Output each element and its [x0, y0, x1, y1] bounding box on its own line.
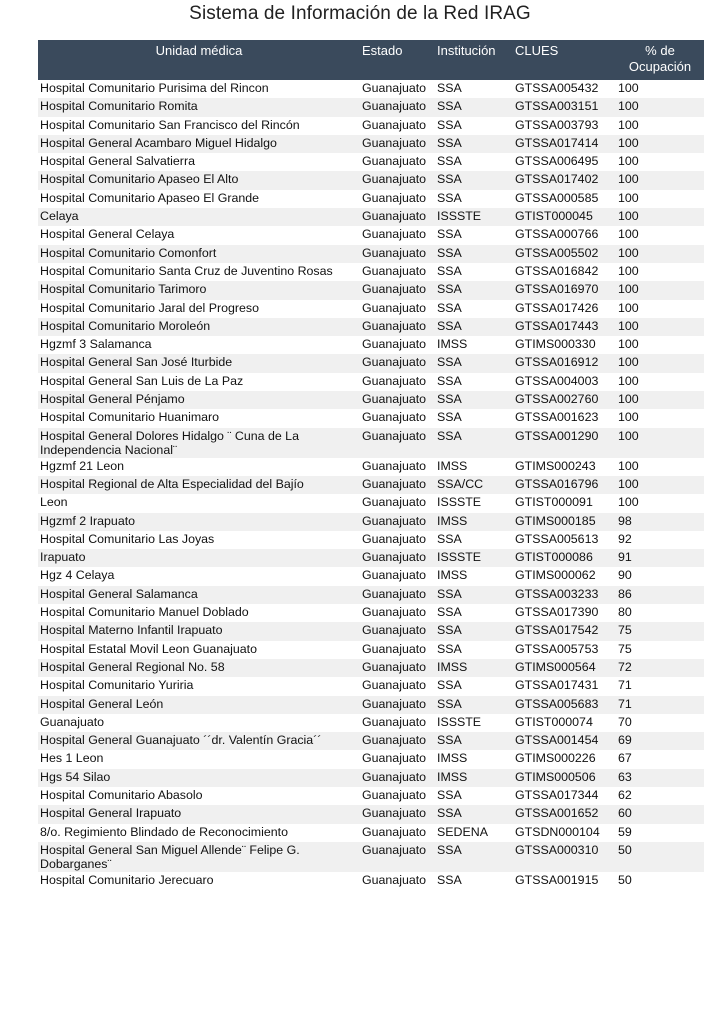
- cell-institucion: SSA: [435, 409, 513, 427]
- cell-ocupacion: 100: [616, 190, 704, 208]
- cell-unidad-medica: Guanajuato: [38, 714, 360, 732]
- cell-estado: Guanajuato: [360, 531, 435, 549]
- cell-estado: Guanajuato: [360, 391, 435, 409]
- cell-estado: Guanajuato: [360, 336, 435, 354]
- cell-estado: Guanajuato: [360, 409, 435, 427]
- table-row: [38, 513, 704, 531]
- table-row: [38, 409, 704, 427]
- cell-clues: GTSSA003793: [513, 117, 616, 135]
- cell-estado: Guanajuato: [360, 769, 435, 787]
- cell-institucion: SSA: [435, 135, 513, 153]
- cell-estado: Guanajuato: [360, 80, 435, 98]
- cell-estado: Guanajuato: [360, 300, 435, 318]
- table-row: [38, 300, 704, 318]
- cell-unidad-medica: Hgzmf 2 Irapuato: [38, 513, 360, 531]
- cell-clues: GTSSA017542: [513, 622, 616, 640]
- cell-ocupacion: 71: [616, 696, 704, 714]
- cell-unidad-medica: Hospital Comunitario Las Joyas: [38, 531, 360, 549]
- header-ocupacion: % de Ocupación: [616, 40, 704, 80]
- cell-unidad-medica: Hospital General San Luis de La Paz: [38, 373, 360, 391]
- cell-clues: GTSSA016912: [513, 354, 616, 372]
- cell-institucion: IMSS: [435, 336, 513, 354]
- cell-clues: GTIMS000564: [513, 659, 616, 677]
- cell-ocupacion: 100: [616, 226, 704, 244]
- cell-institucion: SSA: [435, 622, 513, 640]
- cell-clues: GTSSA001290: [513, 428, 616, 458]
- table-row: [38, 872, 704, 890]
- cell-unidad-medica: Hospital Comunitario Comonfort: [38, 245, 360, 263]
- cell-institucion: SSA: [435, 696, 513, 714]
- table-row: [38, 659, 704, 677]
- cell-unidad-medica: Hospital General Acambaro Miguel Hidalgo: [38, 135, 360, 153]
- cell-clues: GTSSA000766: [513, 226, 616, 244]
- cell-unidad-medica: Hospital General Salamanca: [38, 586, 360, 604]
- header-clues: CLUES: [513, 40, 616, 80]
- cell-institucion: SSA: [435, 98, 513, 116]
- cell-estado: Guanajuato: [360, 513, 435, 531]
- cell-clues: GTSSA001652: [513, 805, 616, 823]
- cell-institucion: SSA: [435, 300, 513, 318]
- page-title: Sistema de Información de la Red IRAG: [189, 3, 531, 24]
- cell-institucion: SSA: [435, 805, 513, 823]
- cell-ocupacion: 100: [616, 494, 704, 512]
- cell-institucion: SSA: [435, 190, 513, 208]
- cell-ocupacion: 60: [616, 805, 704, 823]
- cell-ocupacion: 100: [616, 300, 704, 318]
- cell-ocupacion: 100: [616, 153, 704, 171]
- table-row: [38, 567, 704, 585]
- cell-estado: Guanajuato: [360, 842, 435, 872]
- cell-estado: Guanajuato: [360, 458, 435, 476]
- cell-institucion: ISSSTE: [435, 714, 513, 732]
- cell-estado: Guanajuato: [360, 604, 435, 622]
- cell-estado: Guanajuato: [360, 732, 435, 750]
- table-row: [38, 80, 704, 98]
- cell-ocupacion: 72: [616, 659, 704, 677]
- cell-institucion: SSA: [435, 117, 513, 135]
- cell-clues: GTIMS000185: [513, 513, 616, 531]
- cell-institucion: ISSSTE: [435, 208, 513, 226]
- table-row: [38, 750, 704, 768]
- cell-clues: GTIMS000062: [513, 567, 616, 585]
- cell-unidad-medica: Hospital Comunitario Moroleón: [38, 318, 360, 336]
- cell-ocupacion: 90: [616, 567, 704, 585]
- cell-institucion: SSA: [435, 531, 513, 549]
- cell-clues: GTSSA001915: [513, 872, 616, 890]
- table-row: [38, 153, 704, 171]
- cell-estado: Guanajuato: [360, 318, 435, 336]
- table-row: [38, 98, 704, 116]
- cell-institucion: SSA: [435, 732, 513, 750]
- cell-clues: GTIST000091: [513, 494, 616, 512]
- cell-clues: GTIMS000243: [513, 458, 616, 476]
- cell-estado: Guanajuato: [360, 567, 435, 585]
- table-row: [38, 117, 704, 135]
- cell-unidad-medica: Hospital Comunitario Apaseo El Alto: [38, 171, 360, 189]
- cell-institucion: SSA/CC: [435, 476, 513, 494]
- cell-unidad-medica: Hospital Comunitario Huanimaro: [38, 409, 360, 427]
- cell-clues: GTSSA005753: [513, 641, 616, 659]
- cell-clues: GTIST000045: [513, 208, 616, 226]
- cell-institucion: SSA: [435, 787, 513, 805]
- cell-clues: GTSSA003151: [513, 98, 616, 116]
- cell-clues: GTSSA017426: [513, 300, 616, 318]
- cell-ocupacion: 100: [616, 135, 704, 153]
- table-row: [38, 226, 704, 244]
- cell-unidad-medica: Hospital Comunitario Apaseo El Grande: [38, 190, 360, 208]
- cell-institucion: SSA: [435, 245, 513, 263]
- cell-institucion: IMSS: [435, 513, 513, 531]
- table-row: [38, 824, 704, 842]
- cell-institucion: IMSS: [435, 769, 513, 787]
- table-row: [38, 476, 704, 494]
- cell-estado: Guanajuato: [360, 476, 435, 494]
- table-row: [38, 208, 704, 226]
- cell-ocupacion: 100: [616, 336, 704, 354]
- table-row: [38, 336, 704, 354]
- cell-estado: Guanajuato: [360, 586, 435, 604]
- table-row: [38, 245, 704, 263]
- table-row: [38, 714, 704, 732]
- cell-unidad-medica: Hospital Comunitario Jerecuaro: [38, 872, 360, 890]
- cell-clues: GTIMS000330: [513, 336, 616, 354]
- cell-clues: GTSSA016970: [513, 281, 616, 299]
- table-row: [38, 549, 704, 567]
- cell-estado: Guanajuato: [360, 117, 435, 135]
- cell-unidad-medica: Celaya: [38, 208, 360, 226]
- cell-unidad-medica: Hgzmf 3 Salamanca: [38, 336, 360, 354]
- cell-ocupacion: 63: [616, 769, 704, 787]
- cell-ocupacion: 98: [616, 513, 704, 531]
- cell-unidad-medica: Hospital Comunitario Santa Cruz de Juventino Rosas: [38, 263, 360, 281]
- cell-estado: Guanajuato: [360, 696, 435, 714]
- cell-clues: GTSSA017390: [513, 604, 616, 622]
- cell-clues: GTSSA017431: [513, 677, 616, 695]
- cell-ocupacion: 100: [616, 245, 704, 263]
- cell-clues: GTSSA000585: [513, 190, 616, 208]
- table-row: [38, 190, 704, 208]
- cell-ocupacion: 69: [616, 732, 704, 750]
- cell-estado: Guanajuato: [360, 428, 435, 458]
- cell-institucion: ISSSTE: [435, 494, 513, 512]
- table-row: [38, 458, 704, 476]
- cell-ocupacion: 100: [616, 458, 704, 476]
- cell-clues: GTSSA016796: [513, 476, 616, 494]
- cell-institucion: IMSS: [435, 567, 513, 585]
- cell-estado: Guanajuato: [360, 549, 435, 567]
- cell-clues: GTSSA003233: [513, 586, 616, 604]
- cell-ocupacion: 100: [616, 428, 704, 458]
- cell-ocupacion: 100: [616, 373, 704, 391]
- cell-unidad-medica: Hospital Comunitario San Francisco del Rincón: [38, 117, 360, 135]
- cell-unidad-medica: Hgz 4 Celaya: [38, 567, 360, 585]
- cell-institucion: SSA: [435, 318, 513, 336]
- cell-unidad-medica: Hes 1 Leon: [38, 750, 360, 768]
- header-institucion: Institución: [435, 40, 513, 80]
- cell-estado: Guanajuato: [360, 263, 435, 281]
- cell-unidad-medica: Hospital Comunitario Romita: [38, 98, 360, 116]
- cell-estado: Guanajuato: [360, 373, 435, 391]
- table-row: [38, 622, 704, 640]
- cell-institucion: IMSS: [435, 659, 513, 677]
- table-row: [38, 769, 704, 787]
- cell-clues: GTSSA000310: [513, 842, 616, 872]
- cell-unidad-medica: 8/o. Regimiento Blindado de Reconocimiento: [38, 824, 360, 842]
- cell-estado: Guanajuato: [360, 171, 435, 189]
- cell-institucion: IMSS: [435, 750, 513, 768]
- cell-estado: Guanajuato: [360, 494, 435, 512]
- cell-estado: Guanajuato: [360, 872, 435, 890]
- cell-unidad-medica: Hospital General Celaya: [38, 226, 360, 244]
- cell-unidad-medica: Hospital General Irapuato: [38, 805, 360, 823]
- table-row: [38, 263, 704, 281]
- cell-institucion: SSA: [435, 263, 513, 281]
- cell-ocupacion: 75: [616, 622, 704, 640]
- table-row: [38, 373, 704, 391]
- cell-clues: GTSSA005613: [513, 531, 616, 549]
- table-row: [38, 354, 704, 372]
- cell-ocupacion: 67: [616, 750, 704, 768]
- table-row: [38, 391, 704, 409]
- cell-clues: GTSSA001454: [513, 732, 616, 750]
- cell-ocupacion: 100: [616, 263, 704, 281]
- cell-institucion: SSA: [435, 604, 513, 622]
- header-estado: Estado: [360, 40, 435, 80]
- cell-clues: GTSSA017443: [513, 318, 616, 336]
- table-row: [38, 171, 704, 189]
- cell-institucion: SSA: [435, 842, 513, 872]
- cell-clues: GTSSA005432: [513, 80, 616, 98]
- cell-clues: GTIMS000506: [513, 769, 616, 787]
- cell-institucion: SSA: [435, 171, 513, 189]
- cell-institucion: SSA: [435, 872, 513, 890]
- cell-estado: Guanajuato: [360, 714, 435, 732]
- table-row: [38, 842, 704, 872]
- cell-ocupacion: 100: [616, 354, 704, 372]
- cell-clues: GTSSA017402: [513, 171, 616, 189]
- cell-institucion: SSA: [435, 428, 513, 458]
- cell-unidad-medica: Hospital Regional de Alta Especialidad del Bajío: [38, 476, 360, 494]
- cell-clues: GTIST000074: [513, 714, 616, 732]
- cell-institucion: SSA: [435, 373, 513, 391]
- table-row: [38, 428, 704, 458]
- cell-unidad-medica: Hospital Comunitario Abasolo: [38, 787, 360, 805]
- table-row: [38, 494, 704, 512]
- cell-clues: GTIMS000226: [513, 750, 616, 768]
- cell-ocupacion: 62: [616, 787, 704, 805]
- cell-unidad-medica: Hospital General León: [38, 696, 360, 714]
- cell-ocupacion: 80: [616, 604, 704, 622]
- cell-unidad-medica: Hospital General Regional No. 58: [38, 659, 360, 677]
- hospital-occupancy-table: [38, 40, 704, 890]
- cell-unidad-medica: Hospital General San José Iturbide: [38, 354, 360, 372]
- cell-institucion: SSA: [435, 586, 513, 604]
- cell-unidad-medica: Hospital Comunitario Tarimoro: [38, 281, 360, 299]
- cell-ocupacion: 59: [616, 824, 704, 842]
- cell-clues: GTSSA004003: [513, 373, 616, 391]
- cell-ocupacion: 86: [616, 586, 704, 604]
- cell-ocupacion: 91: [616, 549, 704, 567]
- cell-ocupacion: 100: [616, 98, 704, 116]
- cell-estado: Guanajuato: [360, 190, 435, 208]
- cell-unidad-medica: Hospital General Salvatierra: [38, 153, 360, 171]
- cell-clues: GTSSA002760: [513, 391, 616, 409]
- cell-ocupacion: 100: [616, 409, 704, 427]
- cell-institucion: IMSS: [435, 458, 513, 476]
- cell-clues: GTSSA005502: [513, 245, 616, 263]
- cell-estado: Guanajuato: [360, 281, 435, 299]
- cell-unidad-medica: Hospital Comunitario Jaral del Progreso: [38, 300, 360, 318]
- table-row: [38, 787, 704, 805]
- cell-unidad-medica: Hospital General Dolores Hidalgo ¨ Cuna de La Independencia Nacional¨: [38, 428, 360, 458]
- cell-unidad-medica: Hospital Estatal Movil Leon Guanajuato: [38, 641, 360, 659]
- cell-unidad-medica: Hospital Comunitario Yuriria: [38, 677, 360, 695]
- cell-unidad-medica: Hospital Materno Infantil Irapuato: [38, 622, 360, 640]
- cell-unidad-medica: Hospital General San Miguel Allende¨ Felipe G. Dobarganes¨: [38, 842, 360, 872]
- table-row: [38, 135, 704, 153]
- cell-institucion: SSA: [435, 281, 513, 299]
- cell-clues: GTSSA016842: [513, 263, 616, 281]
- cell-estado: Guanajuato: [360, 135, 435, 153]
- cell-ocupacion: 100: [616, 318, 704, 336]
- cell-ocupacion: 100: [616, 171, 704, 189]
- cell-ocupacion: 100: [616, 80, 704, 98]
- cell-institucion: SEDENA: [435, 824, 513, 842]
- table-row: [38, 586, 704, 604]
- table-row: [38, 805, 704, 823]
- cell-unidad-medica: Hospital General Pénjamo: [38, 391, 360, 409]
- cell-ocupacion: 75: [616, 641, 704, 659]
- cell-institucion: SSA: [435, 226, 513, 244]
- cell-estado: Guanajuato: [360, 622, 435, 640]
- cell-estado: Guanajuato: [360, 354, 435, 372]
- cell-ocupacion: 71: [616, 677, 704, 695]
- cell-ocupacion: 70: [616, 714, 704, 732]
- cell-estado: Guanajuato: [360, 677, 435, 695]
- table-row: [38, 531, 704, 549]
- cell-ocupacion: 100: [616, 281, 704, 299]
- cell-clues: GTSSA001623: [513, 409, 616, 427]
- cell-estado: Guanajuato: [360, 750, 435, 768]
- cell-unidad-medica: Irapuato: [38, 549, 360, 567]
- cell-institucion: SSA: [435, 391, 513, 409]
- cell-unidad-medica: Leon: [38, 494, 360, 512]
- cell-ocupacion: 100: [616, 391, 704, 409]
- cell-ocupacion: 100: [616, 476, 704, 494]
- cell-institucion: SSA: [435, 80, 513, 98]
- table-row: [38, 281, 704, 299]
- cell-institucion: SSA: [435, 677, 513, 695]
- cell-estado: Guanajuato: [360, 659, 435, 677]
- cell-estado: Guanajuato: [360, 226, 435, 244]
- cell-institucion: SSA: [435, 641, 513, 659]
- cell-unidad-medica: Hospital Comunitario Manuel Doblado: [38, 604, 360, 622]
- cell-clues: GTSSA017344: [513, 787, 616, 805]
- cell-clues: GTSSA006495: [513, 153, 616, 171]
- cell-institucion: ISSSTE: [435, 549, 513, 567]
- table-row: [38, 696, 704, 714]
- cell-clues: GTIST000086: [513, 549, 616, 567]
- cell-estado: Guanajuato: [360, 824, 435, 842]
- cell-institucion: SSA: [435, 153, 513, 171]
- header-unidad-medica: Unidad médica: [38, 40, 360, 80]
- cell-estado: Guanajuato: [360, 641, 435, 659]
- cell-unidad-medica: Hgzmf 21 Leon: [38, 458, 360, 476]
- cell-institucion: SSA: [435, 354, 513, 372]
- table-header: [38, 40, 704, 80]
- cell-ocupacion: 100: [616, 117, 704, 135]
- cell-clues: GTSDN000104: [513, 824, 616, 842]
- cell-estado: Guanajuato: [360, 153, 435, 171]
- table-row: [38, 732, 704, 750]
- cell-ocupacion: 50: [616, 842, 704, 872]
- cell-unidad-medica: Hgs 54 Silao: [38, 769, 360, 787]
- cell-estado: Guanajuato: [360, 208, 435, 226]
- cell-clues: GTSSA005683: [513, 696, 616, 714]
- table-row: [38, 318, 704, 336]
- cell-estado: Guanajuato: [360, 805, 435, 823]
- table-row: [38, 641, 704, 659]
- cell-ocupacion: 92: [616, 531, 704, 549]
- table-body: [38, 80, 704, 890]
- cell-estado: Guanajuato: [360, 98, 435, 116]
- cell-unidad-medica: Hospital General Guanajuato ´´dr. Valentín Gracia´´: [38, 732, 360, 750]
- cell-estado: Guanajuato: [360, 787, 435, 805]
- cell-ocupacion: 50: [616, 872, 704, 890]
- cell-clues: GTSSA017414: [513, 135, 616, 153]
- cell-unidad-medica: Hospital Comunitario Purisima del Rincon: [38, 80, 360, 98]
- table-row: [38, 677, 704, 695]
- table-row: [38, 604, 704, 622]
- cell-estado: Guanajuato: [360, 245, 435, 263]
- cell-ocupacion: 100: [616, 208, 704, 226]
